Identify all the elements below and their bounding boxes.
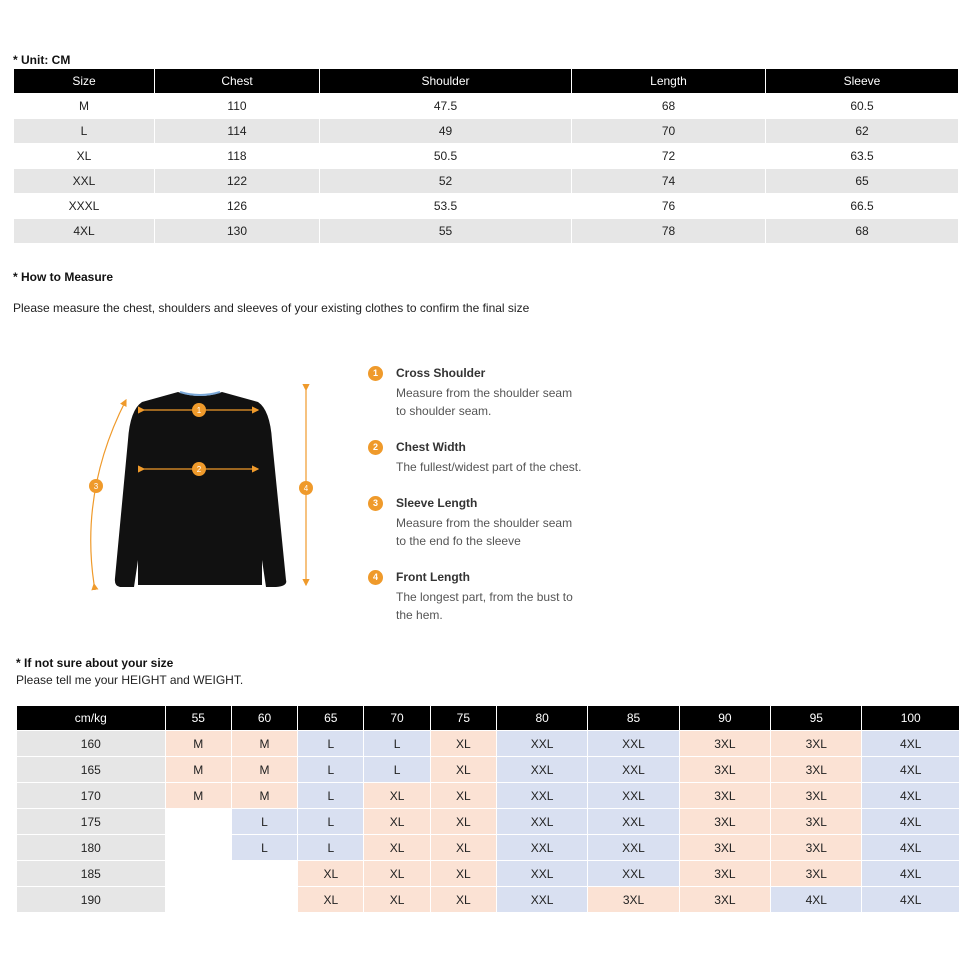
height-weight-table	[16, 705, 960, 913]
size-recommendation-cell: 4XL	[862, 783, 959, 808]
sweater-measure-diagram	[80, 380, 330, 595]
legend-badge: 1	[368, 366, 383, 381]
legend-desc-line: the hem.	[396, 608, 443, 622]
size-recommendation-cell: XL	[431, 809, 496, 834]
legend-desc-line: The fullest/widest part of the chest.	[396, 460, 582, 474]
size-recommendation-cell: XXL	[497, 861, 587, 886]
size-recommendation-cell: XXL	[497, 731, 587, 756]
table-row	[14, 169, 958, 193]
hw-table-header-cell: cm/kg	[17, 706, 165, 730]
size-recommendation-cell: L	[364, 731, 429, 756]
table-row	[17, 757, 959, 782]
size-recommendation-cell: 4XL	[771, 887, 861, 912]
legend-title: Sleeve Length	[396, 496, 478, 510]
size-recommendation-cell: 3XL	[680, 731, 770, 756]
table-row	[14, 119, 958, 143]
size-recommendation-cell: 3XL	[771, 731, 861, 756]
size-recommendation-cell: L	[298, 783, 363, 808]
size-recommendation-cell: L	[364, 757, 429, 782]
unit-label: * Unit: CM	[13, 53, 71, 67]
legend-desc-line: Measure from the shoulder seam	[396, 386, 573, 400]
height-cell: 185	[17, 861, 165, 886]
table-row	[17, 835, 959, 860]
table-cell: 114	[155, 119, 319, 143]
hw-table-body	[17, 731, 959, 912]
legend-title: Chest Width	[396, 440, 466, 454]
collar-tag	[180, 392, 220, 395]
table-row	[17, 783, 959, 808]
not-sure-title: * If not sure about your size	[16, 656, 174, 670]
table-cell: 63.5	[850, 149, 874, 163]
table-cell: 74	[572, 169, 765, 193]
size-recommendation-cell: 3XL	[771, 757, 861, 782]
size-recommendation-cell: XL	[431, 757, 496, 782]
marker-3: 3	[93, 482, 99, 491]
size-recommendation-cell: XXL	[497, 887, 587, 912]
size-table-body	[14, 94, 958, 243]
size-recommendation-cell	[232, 861, 297, 886]
table-row	[17, 809, 959, 834]
size-table-header-cell: Length	[572, 69, 765, 93]
table-cell: 60.5	[850, 99, 874, 113]
table-cell: M	[79, 99, 89, 113]
size-recommendation-cell: M	[232, 757, 297, 782]
height-cell: 165	[17, 757, 165, 782]
size-recommendation-cell: XXL	[497, 783, 587, 808]
size-recommendation-cell: L	[298, 757, 363, 782]
table-cell: 50.5	[433, 149, 458, 163]
size-recommendation-cell: M	[166, 783, 231, 808]
height-cell: 175	[17, 809, 165, 834]
size-recommendation-cell: 3XL	[680, 783, 770, 808]
size-recommendation-cell: XL	[364, 783, 429, 808]
size-recommendation-cell: XXL	[588, 731, 678, 756]
table-row	[14, 144, 958, 168]
legend-title: Front Length	[396, 570, 470, 584]
hw-table-header-cell: 90	[680, 706, 770, 730]
legend-desc-line: to the end fo the sleeve	[396, 534, 521, 548]
hw-table-header-cell: 95	[771, 706, 861, 730]
size-recommendation-cell: 3XL	[680, 861, 770, 886]
size-recommendation-cell: XXL	[588, 783, 678, 808]
size-recommendation-cell: XXL	[588, 809, 678, 834]
table-cell: 122	[155, 169, 319, 193]
table-cell: L	[14, 119, 154, 143]
height-cell: 180	[17, 835, 165, 860]
legend-desc-line: to shoulder seam.	[396, 404, 492, 418]
legend-desc-line: Measure from the shoulder seam	[396, 516, 573, 530]
table-cell: 47.5	[433, 99, 458, 113]
size-recommendation-cell: 3XL	[680, 757, 770, 782]
table-cell: 78	[572, 219, 765, 243]
legend-badge: 2	[368, 440, 383, 455]
table-cell: 76	[661, 199, 676, 213]
size-recommendation-cell	[232, 887, 297, 912]
hw-table-header-cell: 70	[364, 706, 429, 730]
size-recommendation-cell: XL	[364, 835, 429, 860]
table-cell: 118	[227, 149, 247, 163]
table-row	[17, 731, 959, 756]
size-recommendation-cell	[166, 861, 231, 886]
size-recommendation-cell: XXL	[497, 757, 587, 782]
size-table-header-cell: Chest	[155, 69, 319, 93]
size-table-header-row	[14, 69, 958, 93]
size-recommendation-cell: XL	[298, 887, 363, 912]
size-recommendation-cell: 4XL	[862, 757, 959, 782]
size-recommendation-cell: XL	[431, 887, 496, 912]
table-row	[14, 194, 958, 218]
table-cell: 130	[155, 219, 319, 243]
size-recommendation-cell: M	[166, 757, 231, 782]
hw-table-header-cell: 75	[431, 706, 496, 730]
size-recommendation-cell: 3XL	[588, 887, 678, 912]
table-cell: 68	[766, 219, 958, 243]
size-recommendation-cell: M	[232, 783, 297, 808]
table-cell: 4XL	[14, 219, 154, 243]
size-recommendation-cell: 3XL	[680, 887, 770, 912]
height-cell: 170	[17, 783, 165, 808]
table-cell: XL	[76, 149, 92, 163]
size-table-header-cell: Sleeve	[766, 69, 958, 93]
marker-1: 1	[196, 406, 202, 415]
size-recommendation-cell: XXL	[588, 835, 678, 860]
size-recommendation-cell: XL	[364, 809, 429, 834]
table-cell: 55	[320, 219, 571, 243]
size-recommendation-cell: 4XL	[862, 861, 959, 886]
hw-table-header-cell: 85	[588, 706, 678, 730]
table-cell: 53.5	[433, 199, 458, 213]
legend-badge: 4	[368, 570, 383, 585]
height-cell: 190	[17, 887, 165, 912]
size-recommendation-cell: XL	[431, 731, 496, 756]
size-recommendation-cell: L	[298, 809, 363, 834]
table-cell: XXXL	[68, 199, 100, 213]
marker-4: 4	[303, 484, 309, 493]
size-recommendation-cell: M	[166, 731, 231, 756]
hw-table-header-cell: 80	[497, 706, 587, 730]
size-recommendation-cell	[166, 809, 231, 834]
size-chart-table	[13, 68, 959, 244]
size-recommendation-cell: XXL	[497, 809, 587, 834]
size-recommendation-cell: L	[298, 835, 363, 860]
size-recommendation-cell: XXL	[497, 835, 587, 860]
size-recommendation-cell: 3XL	[680, 835, 770, 860]
table-row	[17, 861, 959, 886]
marker-2: 2	[196, 465, 202, 474]
table-cell: 72	[661, 149, 676, 163]
table-row	[17, 887, 959, 912]
size-recommendation-cell: L	[298, 731, 363, 756]
size-recommendation-cell: XL	[364, 887, 429, 912]
size-recommendation-cell: 4XL	[862, 731, 959, 756]
size-recommendation-cell: M	[232, 731, 297, 756]
size-recommendation-cell: XL	[431, 835, 496, 860]
size-recommendation-cell: L	[232, 835, 297, 860]
hw-table-header-row	[17, 706, 959, 730]
size-recommendation-cell: L	[232, 809, 297, 834]
table-cell: 126	[226, 199, 248, 213]
table-row	[14, 219, 958, 243]
hw-table-header-cell: 60	[232, 706, 297, 730]
table-cell: 65	[766, 169, 958, 193]
not-sure-text: Please tell me your HEIGHT and WEIGHT.	[16, 673, 244, 687]
size-recommendation-cell: 4XL	[862, 809, 959, 834]
hw-table-header-cell: 65	[298, 706, 363, 730]
size-recommendation-cell	[166, 835, 231, 860]
size-recommendation-cell: XL	[431, 783, 496, 808]
size-recommendation-cell	[166, 887, 231, 912]
table-cell: XXL	[14, 169, 154, 193]
size-recommendation-cell: XXL	[588, 757, 678, 782]
size-recommendation-cell: XL	[298, 861, 363, 886]
hw-table-header-cell: 55	[166, 706, 231, 730]
table-cell: 66.5	[850, 199, 874, 213]
height-cell: 160	[17, 731, 165, 756]
table-cell: 49	[320, 119, 571, 143]
size-recommendation-cell: 3XL	[771, 809, 861, 834]
table-cell: 70	[572, 119, 765, 143]
how-to-measure-title: * How to Measure	[13, 270, 114, 284]
table-cell: 68	[661, 99, 676, 113]
sweater-shape	[115, 392, 286, 587]
legend-desc-line: The longest part, from the bust to	[396, 590, 573, 604]
table-cell: 110	[227, 99, 247, 113]
size-recommendation-cell: XL	[364, 861, 429, 886]
legend-title: Cross Shoulder	[396, 366, 486, 380]
how-to-measure-text: Please measure the chest, shoulders and sleeves of your existing clothes to confirm the final size	[13, 301, 530, 315]
size-recommendation-cell: XL	[431, 861, 496, 886]
size-recommendation-cell: 3XL	[680, 809, 770, 834]
size-recommendation-cell: 4XL	[862, 887, 959, 912]
hw-table-header-cell: 100	[862, 706, 959, 730]
size-recommendation-cell: XXL	[588, 861, 678, 886]
size-table-header-cell: Shoulder	[320, 69, 571, 93]
table-row	[14, 94, 958, 118]
size-recommendation-cell: 4XL	[862, 835, 959, 860]
size-recommendation-cell: 3XL	[771, 783, 861, 808]
size-table-header-cell: Size	[14, 69, 154, 93]
size-recommendation-cell: 3XL	[771, 861, 861, 886]
size-recommendation-cell: 3XL	[771, 835, 861, 860]
table-cell: 52	[320, 169, 571, 193]
table-cell: 62	[766, 119, 958, 143]
legend-badge: 3	[368, 496, 383, 511]
